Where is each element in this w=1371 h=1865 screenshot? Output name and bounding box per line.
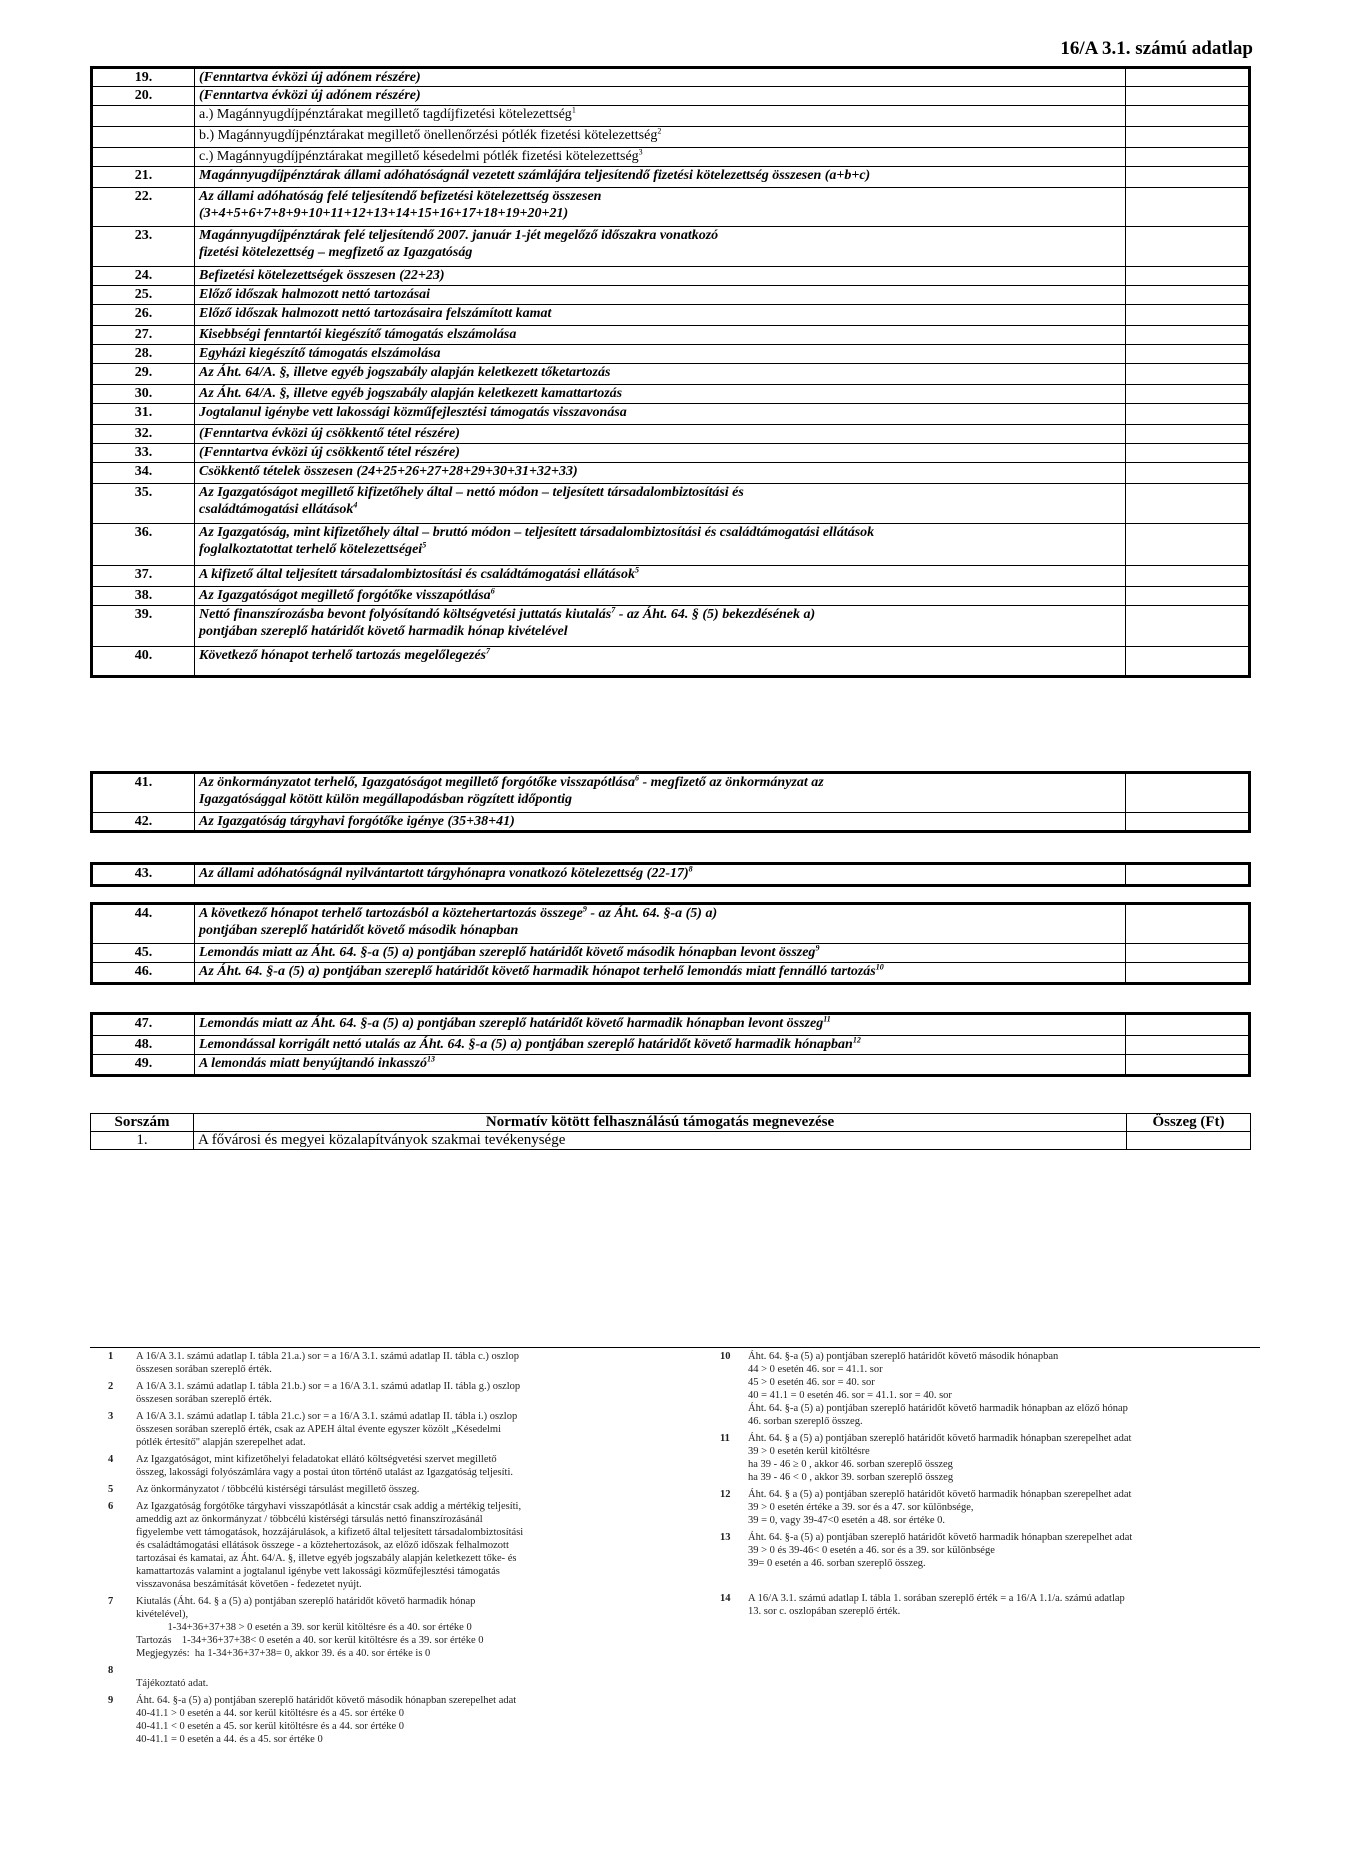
footnote-line: Az Igazgatóságot, mint kifizetőhelyi feladatokat ellátó költségvetési szervet megillető (136, 1454, 497, 1465)
footnote-number: 7 (108, 1596, 114, 1607)
footnote-line: Tájékoztató adat. (136, 1678, 209, 1689)
row-number: 35. (92, 484, 195, 524)
amount-cell[interactable] (1126, 385, 1250, 404)
label-text: A kifizető által teljesített társadalombiztosítási és családtámogatási ellátások (199, 567, 635, 582)
row-number: 26. (92, 305, 195, 326)
table-row (92, 87, 1250, 106)
footnote-number: 13 (720, 1532, 731, 1543)
label-text: b.) Magánnyugdíjpénztárakat megillető önellenőrzési pótlék fizetési kötelezettség (199, 128, 658, 143)
amount-cell[interactable] (1126, 68, 1250, 87)
footnote-line: 45 > 0 esetén 46. sor = 40. sor (748, 1377, 875, 1388)
amount-cell[interactable] (1126, 1014, 1250, 1036)
label-text: Az Áht. 64. §-a (5) a) pontjában szereplő határidőt követő harmadik hónapot terhelő lemondás miatt fennálló tartozás (199, 964, 876, 979)
label-text: Magánnyugdíjpénztárak állami adóhatóságnál vezetett számlájára teljesítendő fizetési kötelezettség összesen (a+b+c) (199, 168, 871, 183)
table-row (92, 864, 1250, 886)
table-row (91, 1132, 1251, 1150)
row-number: 22. (92, 188, 195, 227)
table-row (92, 813, 1250, 832)
footnote-line: Kiutalás (Áht. 64. § a (5) a) pontjában szereplő határidőt követő harmadik hónap (136, 1596, 476, 1607)
label-text: Az állami adóhatóság felé teljesítendő befizetési kötelezettség összesen (199, 189, 602, 204)
row-number: 29. (92, 364, 195, 385)
label-text: pontjában szereplő határidőt követő második hónapban (199, 923, 519, 938)
amount-cell[interactable] (1126, 127, 1250, 148)
amount-cell[interactable] (1126, 904, 1250, 944)
table-row (92, 305, 1250, 326)
footnote-line: 39 > 0 és 39-46< 0 esetén a 46. sor és a 39. sor különbsége (748, 1545, 995, 1556)
row-number: 32. (92, 425, 195, 444)
footnote-line: ameddig azt az önkormányzat / többcélú kistérségi társulás nettó finanszírozásánál (136, 1514, 483, 1525)
footnote-number: 6 (108, 1501, 114, 1512)
amount-cell[interactable] (1126, 444, 1250, 463)
footnote-line: Áht. 64. §-a (5) a) pontjában szereplő határidőt követő második hónapban (748, 1351, 1059, 1362)
row-label: A fővárosi és megyei közalapítványok szakmai tevékenysége (194, 1132, 1127, 1150)
row-label (195, 326, 1126, 345)
table-row (92, 463, 1250, 484)
table-row (92, 385, 1250, 404)
row-label (195, 963, 1126, 984)
amount-cell[interactable] (1126, 106, 1250, 127)
amount-cell[interactable] (1126, 463, 1250, 484)
tax-authority-table (90, 862, 1251, 887)
footnote-ref: 6 (634, 773, 639, 783)
row-label (195, 864, 1126, 886)
waiver-table (90, 1012, 1251, 1077)
footnotes-right (708, 1350, 1268, 1622)
footnote (708, 1432, 1268, 1484)
row-number: 24. (92, 267, 195, 286)
footnote-line: és családtámogatási ellátások összege - a köztehertozások, az előző időszak felhalmozott (136, 1540, 509, 1551)
footnote-line: A 16/A 3.1. számú adatlap I. tábla 1. sorában szereplő érték = a 16/A 1.1/a. számú adatlap (748, 1593, 1125, 1604)
amount-cell[interactable] (1126, 188, 1250, 227)
label-text: a.) Magánnyugdíjpénztárakat megillető tagdíjfizetési kötelezettség (199, 107, 572, 122)
row-label (195, 227, 1126, 267)
table-row (92, 106, 1250, 127)
footnote-ref: 1 (571, 105, 576, 115)
header-osszeg: Összeg (Ft) (1127, 1114, 1251, 1132)
row-label (195, 305, 1126, 326)
row-label (195, 188, 1126, 227)
table-row (92, 647, 1250, 677)
footnote (708, 1488, 1268, 1527)
footnote-line: A 16/A 3.1. számú adatlap I. tábla 21.b.) sor = a 16/A 3.1. számú adatlap II. tábla g.) oszlop (136, 1381, 521, 1392)
label-text: Az állami adóhatóságnál nyilvántartott tárgyhónapra vonatkozó kötelezettség (22-17) (199, 866, 689, 881)
footnote-line: összesen sorában szereplő érték. (136, 1394, 272, 1405)
footnote (96, 1410, 696, 1449)
footnote-line: kivételével), (136, 1609, 189, 1620)
footnote-ref: 9 (582, 904, 587, 914)
row-label (195, 364, 1126, 385)
footnote-number: 1 (108, 1351, 114, 1362)
row-label (195, 944, 1126, 963)
row-label (195, 68, 1126, 87)
amount-cell[interactable] (1126, 425, 1250, 444)
footnote-line: összeg, lakossági folyószámlára vagy a postai úton történő utalást az Igazgatóság teljesíti. (136, 1467, 514, 1478)
footnote-line: ha 39 - 46 < 0 , akkor 39. sorban szereplő összeg (748, 1472, 954, 1483)
amount-cell[interactable] (1126, 566, 1250, 587)
row-label (195, 148, 1126, 167)
footnote-line: figyelembe vett támogatások, hozzájárulások, a kifizető által teljesített társadalombiztosítási (136, 1527, 524, 1538)
footnote (96, 1664, 696, 1690)
footnote-number: 4 (108, 1454, 114, 1465)
amount-cell[interactable] (1126, 227, 1250, 267)
footnote-line: Áht. 64. § a (5) a) pontjában szereplő határidőt követő harmadik hónapban szerepelhet adat (748, 1489, 1132, 1500)
row-label (195, 813, 1126, 832)
row-label (195, 267, 1126, 286)
row-number: 34. (92, 463, 195, 484)
table-row (92, 404, 1250, 425)
row-number: 23. (92, 227, 195, 267)
footnote-line: 39 > 0 esetén értéke a 39. sor és a 47. sor különbsége, (748, 1502, 974, 1513)
row-label (195, 566, 1126, 587)
label-text: Igazgatósággal kötött külön megállapodásban rögzített időpontig (199, 792, 572, 807)
amount-cell[interactable] (1126, 864, 1250, 886)
label-text: - az Áht. 64. § (5) bekezdésének a) (615, 607, 816, 622)
label-text: Következő hónapot terhelő tartozás megelőlegezés (199, 648, 486, 663)
label-text: Jogtalanul igénybe vett lakossági közműfejlesztési támogatás visszavonása (199, 405, 627, 420)
footnote-line: 40-41.1 = 0 esetén a 44. és a 45. sor értéke 0 (136, 1734, 323, 1745)
row-number: 30. (92, 385, 195, 404)
footnote (96, 1483, 696, 1496)
table-row (92, 566, 1250, 587)
label-text: Lemondással korrigált nettó utalás az Áht. 64. §-a (5) a) pontjában szereplő határidőt követő harmadik hónapban (199, 1037, 853, 1052)
row-label (195, 524, 1126, 566)
row-label (195, 484, 1126, 524)
amount-cell[interactable] (1126, 1055, 1250, 1076)
amount-cell[interactable] (1126, 647, 1250, 677)
footnote-line: összesen sorában szereplő érték. (136, 1364, 272, 1375)
footnote-ref: 7 (611, 605, 616, 615)
footnote-line: Az önkormányzatot / többcélú kistérségi társulást megillető összeg. (136, 1484, 420, 1495)
page-header: 16/A 3.1. számú adatlap (1060, 38, 1253, 59)
footnote-ref: 7 (485, 646, 490, 656)
footnote-line: 40 = 41.1 = 0 esetén 46. sor = 41.1. sor = 40. sor (748, 1390, 952, 1401)
footnote-line: visszavonása beszámítását követően - fedezetet nyújt. (136, 1579, 362, 1590)
row-number: 31. (92, 404, 195, 425)
footnote-ref: 6 (490, 586, 495, 596)
label-text: - megfizető az önkormányzat az (638, 775, 824, 790)
footnote-ref: 13 (426, 1054, 435, 1064)
footnote (96, 1694, 696, 1746)
row-label (195, 167, 1126, 188)
amount-cell[interactable] (1126, 524, 1250, 566)
label-text: Előző időszak halmozott nettó tartozásaira felszámított kamat (199, 306, 552, 321)
amount-cell[interactable] (1126, 326, 1250, 345)
footnote (708, 1350, 1268, 1428)
label-text: Az Igazgatóság, mint kifizetőhely által – bruttó módon – teljesített társadalombiztosítási és családtámogatási ellátások (199, 525, 875, 540)
table-row (92, 1055, 1250, 1076)
footnote-number: 11 (720, 1433, 730, 1444)
row-label (195, 444, 1126, 463)
table-row (92, 345, 1250, 364)
label-text: családtámogatási ellátások (199, 502, 354, 517)
footnote-line: Tartozás 1-34+36+37+38< 0 esetén a 40. sor kerül kitöltésre és a 39. sor értéke 0 (136, 1635, 484, 1646)
footnote-line: A 16/A 3.1. számú adatlap I. tábla 21.a.) sor = a 16/A 3.1. számú adatlap II. tábla c.) oszlop (136, 1351, 519, 1362)
table-row (92, 167, 1250, 188)
table-row (92, 587, 1250, 606)
label-text: Csökkentő tételek összesen (24+25+26+27+28+29+30+31+32+33) (199, 464, 578, 479)
table-row (92, 148, 1250, 167)
amount-cell[interactable] (1126, 364, 1250, 385)
row-number: 47. (92, 1014, 195, 1036)
row-label (195, 1055, 1126, 1076)
footnote-line: kamattartozás valamint a jogtalanul igénybe vett lakossági közműfejlesztési támogatás (136, 1566, 500, 1577)
footnote-line: 46. sorban szereplő összeg. (748, 1416, 863, 1427)
row-number (92, 127, 195, 148)
amount-cell[interactable] (1126, 267, 1250, 286)
amount-cell[interactable] (1126, 404, 1250, 425)
footnote-number: 8 (108, 1665, 114, 1676)
footnote (708, 1592, 1268, 1618)
row-label (195, 904, 1126, 944)
table-row (92, 773, 1250, 813)
label-text: A lemondás miatt benyújtandó inkasszó (199, 1056, 427, 1071)
label-text: Nettó finanszírozásba bevont folyósítandó költségvetési juttatás kiutalás (199, 607, 612, 622)
footnote-line: A 16/A 3.1. számú adatlap I. tábla 21.c.) sor = a 16/A 3.1. számú adatlap II. tábla i.) oszlop (136, 1411, 518, 1422)
row-number: 41. (92, 773, 195, 813)
label-text: (Fenntartva évközi új adónem részére) (199, 88, 421, 103)
footnote (96, 1350, 696, 1376)
row-label (195, 647, 1126, 677)
row-number (92, 106, 195, 127)
footnote (96, 1595, 696, 1660)
row-number: 20. (92, 87, 195, 106)
amount-cell[interactable] (1126, 305, 1250, 326)
table-row (92, 68, 1250, 87)
footnote-ref: 9 (815, 943, 820, 953)
table-row (92, 127, 1250, 148)
footnote-line: 40-41.1 < 0 esetén a 45. sor kerül kitöltésre és a 44. sor értéke 0 (136, 1721, 405, 1732)
footnote-ref: 5 (422, 540, 427, 550)
label-text: fizetési kötelezettség – megfizető az Igazgatóság (199, 245, 473, 260)
footnote-line: ha 39 - 46 ≥ 0 , akkor 46. sorban szereplő összeg (748, 1459, 953, 1470)
label-text: Az Igazgatóságot megillető kifizetőhely által – nettó módon – teljesített társadalombiztosítási és (199, 485, 744, 500)
table-row (92, 267, 1250, 286)
amount-cell[interactable] (1126, 606, 1250, 647)
table-row (92, 606, 1250, 647)
row-number: 38. (92, 587, 195, 606)
row-label (195, 587, 1126, 606)
table-row (92, 524, 1250, 566)
label-text: Befizetési kötelezettségek összesen (22+23) (199, 268, 445, 283)
table-row (92, 364, 1250, 385)
obligations-table (90, 66, 1251, 678)
table-row (92, 484, 1250, 524)
footnote-ref: 11 (823, 1014, 831, 1024)
footnote-number: 14 (720, 1593, 731, 1604)
label-text: Előző időszak halmozott nettó tartozásai (199, 287, 431, 302)
amount-cell[interactable] (1126, 87, 1250, 106)
footnote-ref: 12 (852, 1035, 861, 1045)
footnote-line: 44 > 0 esetén 46. sor = 41.1. sor (748, 1364, 883, 1375)
row-label (195, 286, 1126, 305)
row-number: 19. (92, 68, 195, 87)
row-label (195, 127, 1126, 148)
label-text: (Fenntartva évközi új adónem részére) (199, 70, 421, 85)
label-text: Az Igazgatóság tárgyhavi forgótőke igénye (35+38+41) (199, 814, 515, 829)
footnote-ref: 4 (353, 500, 358, 510)
label-text: c.) Magánnyugdíjpénztárakat megillető késedelmi pótlék fizetési kötelezettség (199, 149, 639, 164)
row-label (195, 87, 1126, 106)
amount-cell[interactable] (1126, 773, 1250, 813)
amount-cell[interactable] (1126, 944, 1250, 963)
row-number: 45. (92, 944, 195, 963)
row-label (195, 106, 1126, 127)
footnote-line: 1-34+36+37+38 > 0 esetén a 39. sor kerül kitöltésre és a 40. sor értéke 0 (136, 1622, 472, 1633)
row-number: 36. (92, 524, 195, 566)
label-text: Az Igazgatóságot megillető forgótőke visszapótlása (199, 588, 491, 603)
row-label (195, 345, 1126, 364)
footnote-divider (90, 1347, 1260, 1348)
header-megnevezes: Normatív kötött felhasználású támogatás megnevezése (194, 1114, 1127, 1132)
label-text: foglalkoztatottat terhelő kötelezettségei (199, 542, 423, 557)
header-sorszam: Sorszám (91, 1114, 194, 1132)
row-number: 1. (91, 1132, 194, 1150)
footnote-number: 9 (108, 1695, 114, 1706)
row-label (195, 463, 1126, 484)
footnote-line: Áht. 64. §-a (5) a) pontjában szereplő határidőt követő harmadik hónapban szerepelhet adat (748, 1532, 1133, 1543)
footnote-number: 2 (108, 1381, 114, 1392)
amount-cell[interactable] (1126, 167, 1250, 188)
label-text: Az Áht. 64/A. §, illetve egyéb jogszabály alapján keletkezett tőketartozás (199, 365, 611, 380)
label-text: Kisebbségi fenntartói kiegészítő támogatás elszámolása (199, 327, 517, 342)
footnote-ref: 10 (875, 962, 884, 972)
row-number: 37. (92, 566, 195, 587)
footnote-line: 13. sor c. oszlopában szereplő érték. (748, 1606, 901, 1617)
row-label (195, 1036, 1126, 1055)
table-row (92, 227, 1250, 267)
footnote-line: Áht. 64. §-a (5) a) pontjában szereplő határidőt követő második hónapban szerepelhet adat (136, 1695, 517, 1706)
footnote-number: 5 (108, 1484, 114, 1495)
amount-cell[interactable] (1127, 1132, 1251, 1150)
footnote-line: 39 = 0, vagy 39-47<0 esetén a 48. sor értéke 0. (748, 1515, 945, 1526)
amount-cell[interactable] (1126, 345, 1250, 364)
footnote-number: 3 (108, 1411, 114, 1422)
row-number: 27. (92, 326, 195, 345)
row-label (195, 773, 1126, 813)
footnote-line (136, 1664, 696, 1677)
table-row (92, 326, 1250, 345)
table-row (92, 1014, 1250, 1036)
footnote-number: 10 (720, 1351, 731, 1362)
amount-cell[interactable] (1126, 963, 1250, 984)
amount-cell[interactable] (1126, 484, 1250, 524)
row-number: 46. (92, 963, 195, 984)
label-text: Egyházi kiegészítő támogatás elszámolása (199, 346, 441, 361)
row-number: 21. (92, 167, 195, 188)
footnote-line: 40-41.1 > 0 esetén a 44. sor kerül kitöltésre és a 45. sor értéke 0 (136, 1708, 405, 1719)
footnote-line: 39= 0 esetén a 46. sorban szereplő összeg. (748, 1558, 926, 1569)
table-row (92, 286, 1250, 305)
row-number: 25. (92, 286, 195, 305)
normative-header-row (91, 1114, 1251, 1132)
footnote-line: Áht. 64. §-a (5) a) pontjában szereplő határidőt követő harmadik hónapban az előző hónap (748, 1403, 1128, 1414)
footnote-ref: 5 (634, 565, 639, 575)
table-row (92, 188, 1250, 227)
row-number: 33. (92, 444, 195, 463)
row-number: 40. (92, 647, 195, 677)
amount-cell[interactable] (1126, 587, 1250, 606)
label-text: Lemondás miatt az Áht. 64. §-a (5) a) pontjában szereplő határidőt követő harmadik hónapban levont összeg (199, 1016, 824, 1031)
footnote (708, 1531, 1268, 1570)
label-text: Az önkormányzatot terhelő, Igazgatóságot megillető forgótőke visszapótlása (199, 775, 635, 790)
row-label (195, 404, 1126, 425)
table-row (92, 963, 1250, 984)
row-label (195, 425, 1126, 444)
label-text: - az Áht. 64. §-a (5) a) (586, 906, 718, 921)
row-number: 42. (92, 813, 195, 832)
footnote-line: 39 > 0 esetén kerül kitöltésre (748, 1446, 870, 1457)
row-label (195, 385, 1126, 404)
footnote-line: tartozásai és kamatai, az Áht. 64/A. §, illetve egyéb jogszabály alapján keletkezett tőke- és (136, 1553, 517, 1564)
footnote (96, 1500, 696, 1591)
working-capital-table (90, 771, 1251, 833)
footnotes-left (96, 1350, 696, 1750)
row-number: 39. (92, 606, 195, 647)
footnote-ref: 3 (638, 147, 643, 157)
footnote-ref: 8 (688, 864, 693, 874)
footnote-ref: 2 (657, 126, 662, 136)
label-text: (3+4+5+6+7+8+9+10+11+12+13+14+15+16+17+18+19+20+21) (199, 206, 569, 221)
footnote-number: 12 (720, 1489, 731, 1500)
footnote-line: összesen sorában szereplő érték, csak az APEH által évente egyszer közölt „Késedelmi (136, 1424, 502, 1435)
table-row (92, 944, 1250, 963)
row-number: 43. (92, 864, 195, 886)
table-row (92, 425, 1250, 444)
label-text: Magánnyugdíjpénztárak felé teljesítendő 2007. január 1-jét megelőző időszakra vonatkozó (199, 228, 719, 243)
footnote-line: Áht. 64. § a (5) a) pontjában szereplő határidőt követő harmadik hónapban szerepelhet adat (748, 1433, 1132, 1444)
table-row (92, 904, 1250, 944)
row-number: 44. (92, 904, 195, 944)
amount-cell[interactable] (1126, 286, 1250, 305)
label-text: Lemondás miatt az Áht. 64. §-a (5) a) pontjában szereplő határidőt követő második hónapban levont összeg (199, 945, 816, 960)
footnote-line: pótlék értesítő" alapján szerepelhet adat. (136, 1437, 306, 1448)
normative-support-table (90, 1113, 1251, 1150)
debt-table (90, 902, 1251, 985)
row-number (92, 148, 195, 167)
table-row (92, 444, 1250, 463)
table-row (92, 1036, 1250, 1055)
label-text: (Fenntartva évközi új csökkentő tétel részére) (199, 426, 460, 441)
label-text: Az Áht. 64/A. §, illetve egyéb jogszabály alapján keletkezett kamattartozás (199, 386, 623, 401)
amount-cell[interactable] (1126, 1036, 1250, 1055)
row-number: 28. (92, 345, 195, 364)
row-label (195, 606, 1126, 647)
row-number: 49. (92, 1055, 195, 1076)
label-text: pontjában szereplő határidőt követő harmadik hónap kivételével (199, 624, 568, 639)
footnote-line: Az Igazgatóság forgótőke tárgyhavi visszapótlását a kincstár csak addig a mértékig teljesíti, (136, 1501, 522, 1512)
label-text: (Fenntartva évközi új csökkentő tétel részére) (199, 445, 460, 460)
amount-cell[interactable] (1126, 813, 1250, 832)
amount-cell[interactable] (1126, 148, 1250, 167)
footnote (96, 1380, 696, 1406)
row-label (195, 1014, 1126, 1036)
label-text: A következő hónapot terhelő tartozásból a köztehertartozás összege (199, 906, 583, 921)
row-number: 48. (92, 1036, 195, 1055)
footnote (96, 1453, 696, 1479)
footnote-line: Megjegyzés: ha 1-34+36+37+38= 0, akkor 39. és a 40. sor értéke is 0 (136, 1648, 431, 1659)
